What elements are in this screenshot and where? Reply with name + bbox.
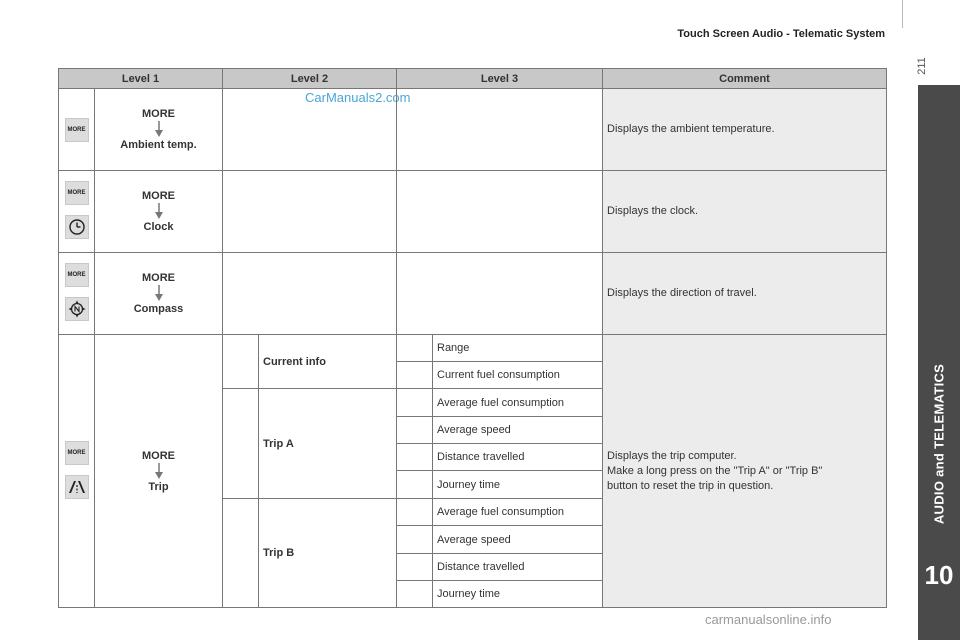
table-row	[59, 89, 887, 171]
level-2-spacer	[223, 335, 259, 389]
level-3-spacer	[397, 471, 433, 499]
level-3-spacer	[397, 526, 433, 554]
page-number: 211	[916, 57, 928, 75]
watermark-bottom: carmanualsonline.info	[705, 612, 832, 627]
level-2-empty	[223, 171, 397, 253]
level-3-item: Average fuel consumption	[433, 499, 603, 526]
level-2-spacer	[223, 389, 259, 499]
trip-icon	[65, 475, 89, 499]
menu-path	[95, 253, 223, 335]
path-top: MORE	[142, 190, 175, 202]
level-2-empty	[223, 89, 397, 171]
level-3-spacer	[397, 362, 433, 389]
level-3-spacer	[397, 581, 433, 608]
level-3-spacer	[397, 499, 433, 526]
path-top: MORE	[142, 272, 175, 284]
icon-cell	[59, 253, 95, 335]
level-3-spacer	[397, 335, 433, 362]
header-level-2: Level 2	[223, 69, 397, 89]
header-level-3: Level 3	[397, 69, 603, 89]
table-row	[59, 253, 887, 335]
path-bottom: Ambient temp.	[120, 139, 197, 151]
level-3-spacer	[397, 554, 433, 581]
menu-table	[58, 68, 887, 608]
more-icon: MORE	[65, 181, 89, 205]
more-icon: MORE	[65, 118, 89, 142]
level-3-spacer	[397, 389, 433, 417]
menu-path	[95, 89, 223, 171]
icon-cell	[59, 335, 95, 608]
header-level-1: Level 1	[59, 69, 223, 89]
level-2-current-info: Current info	[259, 335, 397, 389]
icon-cell	[59, 89, 95, 171]
more-icon: MORE	[65, 263, 89, 287]
level-3-item: Distance travelled	[433, 554, 603, 581]
path-top: MORE	[142, 449, 175, 462]
icon-cell	[59, 171, 95, 253]
chapter-number: 10	[924, 560, 954, 590]
level-3-spacer	[397, 444, 433, 471]
arrow-down-icon	[155, 203, 163, 219]
comment-line: Make a long press on the "Trip A" or "Trip B"	[607, 464, 823, 477]
more-icon: MORE	[65, 441, 89, 465]
path-bottom: Trip	[148, 480, 169, 493]
level-3-item: Distance travelled	[433, 444, 603, 471]
table-header-row	[59, 69, 887, 89]
table-row	[59, 335, 887, 362]
path-top: MORE	[142, 108, 175, 120]
level-3-item: Current fuel consumption	[433, 362, 603, 389]
level-3-item: Journey time	[433, 581, 603, 608]
arrow-down-icon	[155, 285, 163, 301]
clock-icon	[65, 215, 89, 239]
level-2-trip-a: Trip A	[259, 389, 397, 499]
level-3-empty	[397, 253, 603, 335]
arrow-down-icon	[155, 121, 163, 137]
comment-line: button to reset the trip in question.	[607, 479, 774, 492]
page-header: Touch Screen Audio - Telematic System	[677, 28, 885, 40]
level-2-empty	[223, 253, 397, 335]
level-3-empty	[397, 89, 603, 171]
compass-icon	[65, 297, 89, 321]
comment-cell: Displays the direction of travel.	[603, 253, 887, 335]
level-3-item: Average speed	[433, 417, 603, 444]
level-3-item: Range	[433, 335, 603, 362]
menu-path	[95, 335, 223, 608]
chapter-side-tab	[918, 85, 960, 640]
level-2-trip-b: Trip B	[259, 499, 397, 608]
arrow-down-icon	[155, 463, 163, 479]
level-3-item: Journey time	[433, 471, 603, 499]
level-3-item: Average speed	[433, 526, 603, 554]
level-3-empty	[397, 171, 603, 253]
table-row	[59, 171, 887, 253]
level-3-spacer	[397, 417, 433, 444]
comment-cell	[603, 335, 887, 608]
header-comment: Comment	[603, 69, 887, 89]
menu-path	[95, 171, 223, 253]
gutter-line	[902, 0, 903, 28]
path-bottom: Compass	[133, 303, 184, 315]
comment-line: Displays the trip computer.	[607, 449, 737, 462]
level-2-spacer	[223, 499, 259, 608]
path-bottom: Clock	[143, 221, 174, 233]
comment-cell: Displays the clock.	[603, 171, 887, 253]
watermark-top: CarManuals2.com	[305, 90, 411, 105]
comment-cell: Displays the ambient temperature.	[603, 89, 887, 171]
chapter-title: AUDIO and TELEMATICS	[931, 363, 947, 525]
level-3-item: Average fuel consumption	[433, 389, 603, 417]
